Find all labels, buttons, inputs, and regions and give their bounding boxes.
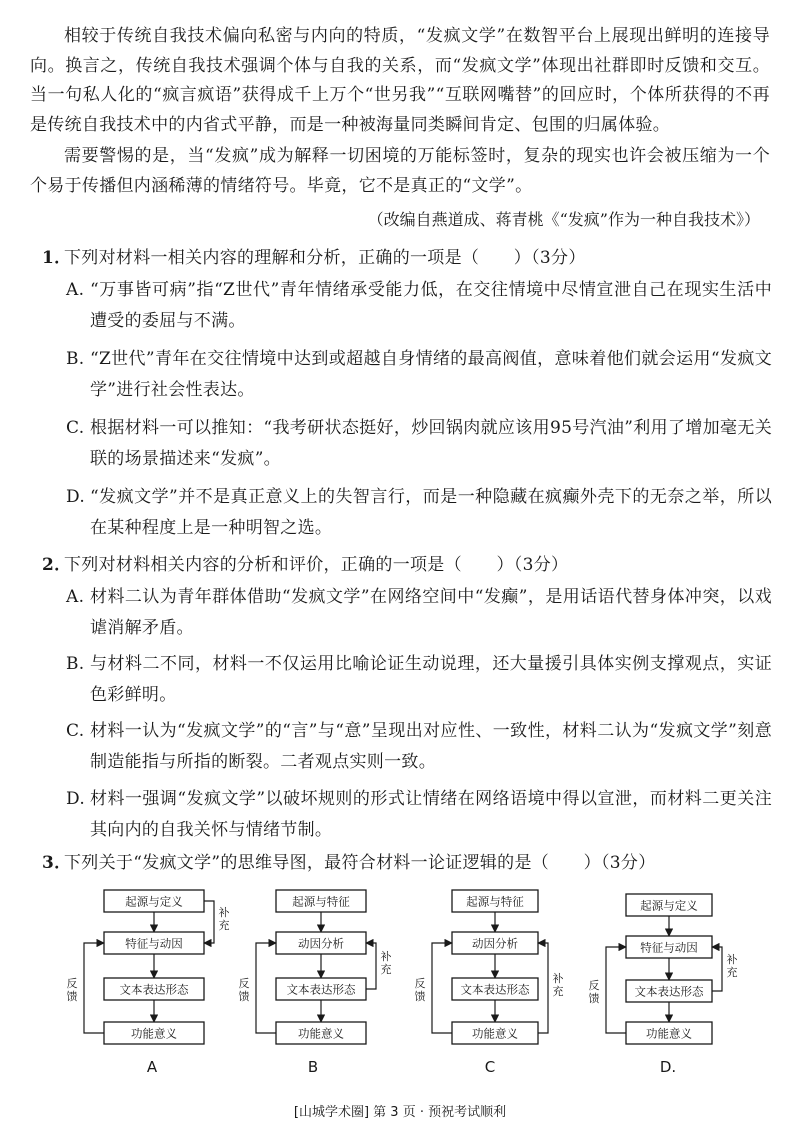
- passage-source: （改编自燕道成、蒋青桃《“发疯”作为一种自我技术》）: [367, 210, 760, 229]
- mind-map-a: [67, 890, 230, 1076]
- mind-map-box-label: 文本表达形态: [286, 982, 356, 997]
- mind-map-option-label: A: [146, 1058, 158, 1076]
- feedback-arrow: [606, 947, 626, 1033]
- passage-paragraph-1: 相较于传统自我技术偏向私密与内向的特质，“发疯文学”在数智平台上展现出鲜明的连接导向。换言之，传统自我技术强调个体与自我的关系，而“发疯文学”体现出社群即时反馈和交互。当一句私人化的“疯言疯语”获得成千上万个“世另我”“互联网嘴替”的回应时，个体所获得的不再是传统自我技术中的内省式平静，而是一种被海量同类瞬间肯定、包围的归属体验。: [30, 26, 770, 135]
- question-1-option-d: D. “发疯文学”并不是真正意义上的失智言行，而是一种隐藏在疯癫外壳下的无奈之举，所以在某种程度上是一种明智之选。: [66, 487, 772, 538]
- mind-map-box-label: 功能意义: [131, 1026, 177, 1041]
- mind-map-box-label: 功能意义: [646, 1026, 692, 1041]
- feedback-arrow: [256, 943, 276, 1033]
- mind-map-options: [0, 880, 800, 1080]
- mind-map-box-label: 文本表达形态: [460, 982, 530, 997]
- question-2-option-d: D. 材料一强调“发疯文学”以破坏规则的形式让情绪在网络语境中得以宣泄，而材料二更关注其向内的自我关怀与情绪节制。: [66, 789, 772, 840]
- supplement-label: 补充: [726, 953, 738, 979]
- passage-paragraph-2: 需要警惕的是，当“发疯”成为解释一切困境的万能标签时，复杂的现实也许会被压缩为一个个易于传播但内涵稀薄的情绪符号。毕竟，它不是真正的“文学”。: [30, 146, 770, 196]
- mind-map-box-label: 特征与动因: [125, 936, 183, 951]
- supplement-label: 补充: [218, 906, 230, 932]
- mind-map-box-label: 起源与特征: [466, 894, 524, 909]
- mind-map-option-label: D.: [659, 1058, 677, 1076]
- supplement-arrow: [712, 947, 722, 991]
- question-stem: 下列对材料一相关内容的理解和分析，正确的一项是（ ）（3分）: [64, 248, 586, 268]
- mind-map-box-label: 功能意义: [298, 1026, 344, 1041]
- mind-map-box-label: 起源与特征: [292, 894, 350, 909]
- mind-map-box-label: 特征与动因: [640, 940, 698, 955]
- question-2-option-b: B. 与材料二不同，材料一不仅运用比喻论证生动说理，还大量援引具体实例支撑观点，实证色彩鲜明。: [66, 654, 772, 705]
- question-2: [42, 550, 770, 580]
- supplement-label: 补充: [552, 972, 564, 998]
- mind-map-box-label: 起源与定义: [125, 894, 183, 909]
- mind-map-d: [589, 894, 738, 1076]
- question-1: [42, 243, 770, 273]
- question-number: 3．: [42, 853, 72, 873]
- question-1-option-c: C. 根据材料一可以推知：“我考研状态挺好，炒回锅肉就应该用95号汽油”利用了增加毫无关联的场景描述来“发疯”。: [66, 418, 772, 469]
- mind-map-box-label: 文本表达形态: [119, 982, 189, 997]
- mind-map-box-label: 动因分析: [298, 936, 344, 951]
- feedback-arrow: [432, 943, 452, 1033]
- feedback-label: 反馈: [238, 977, 250, 1003]
- feedback-arrow: [84, 943, 104, 1033]
- question-number: 1．: [42, 248, 72, 268]
- feedback-label: 反馈: [66, 977, 78, 1003]
- question-2-option-a: A. 材料二认为青年群体借助“发疯文学”在网络空间中“发癫”，是用话语代替身体冲突，以戏谑消解矛盾。: [66, 587, 772, 638]
- mind-map-box-label: 功能意义: [472, 1026, 518, 1041]
- supplement-arrow: [204, 901, 214, 943]
- mind-map-box-label: 文本表达形态: [634, 984, 704, 999]
- question-stem: 下列关于“发疯文学”的思维导图，最符合材料一论证逻辑的是（ ）（3分）: [64, 853, 656, 873]
- feedback-label: 反馈: [414, 977, 426, 1003]
- page-footer: [山城学术圈] 第 3 页 · 预祝考试顺利: [293, 1105, 507, 1120]
- mind-map-option-label: B: [307, 1058, 319, 1076]
- mind-map-c: [415, 890, 564, 1076]
- question-1-option-a: A. “万事皆可病”指“Z世代”青年情绪承受能力低，在交往情境中尽情宣泄自己在现实生活中遭受的委屈与不满。: [66, 280, 772, 331]
- question-2-option-c: C. 材料一认为“发疯文学”的“言”与“意”呈现出对应性、一致性，材料二认为“发疯文学”刻意制造能指与所指的断裂。二者观点实则一致。: [66, 721, 772, 772]
- mind-map-box-label: 起源与定义: [640, 898, 698, 913]
- question-1-option-b: B. “Z世代”青年在交往情境中达到或超越自身情绪的最高阀值，意味着他们就会运用“发疯文学”进行社会性表达。: [66, 349, 772, 400]
- supplement-label: 补充: [380, 950, 392, 976]
- supplement-arrow: [538, 943, 548, 1033]
- question-3: [42, 848, 770, 878]
- mind-map-box-label: 动因分析: [472, 936, 518, 951]
- question-number: 2．: [42, 555, 72, 575]
- question-stem: 下列对材料相关内容的分析和评价，正确的一项是（ ）（3分）: [64, 555, 569, 575]
- mind-map-b: [239, 890, 392, 1076]
- feedback-label: 反馈: [588, 979, 600, 1005]
- supplement-arrow: [366, 943, 376, 989]
- mind-map-option-label: C: [484, 1058, 496, 1076]
